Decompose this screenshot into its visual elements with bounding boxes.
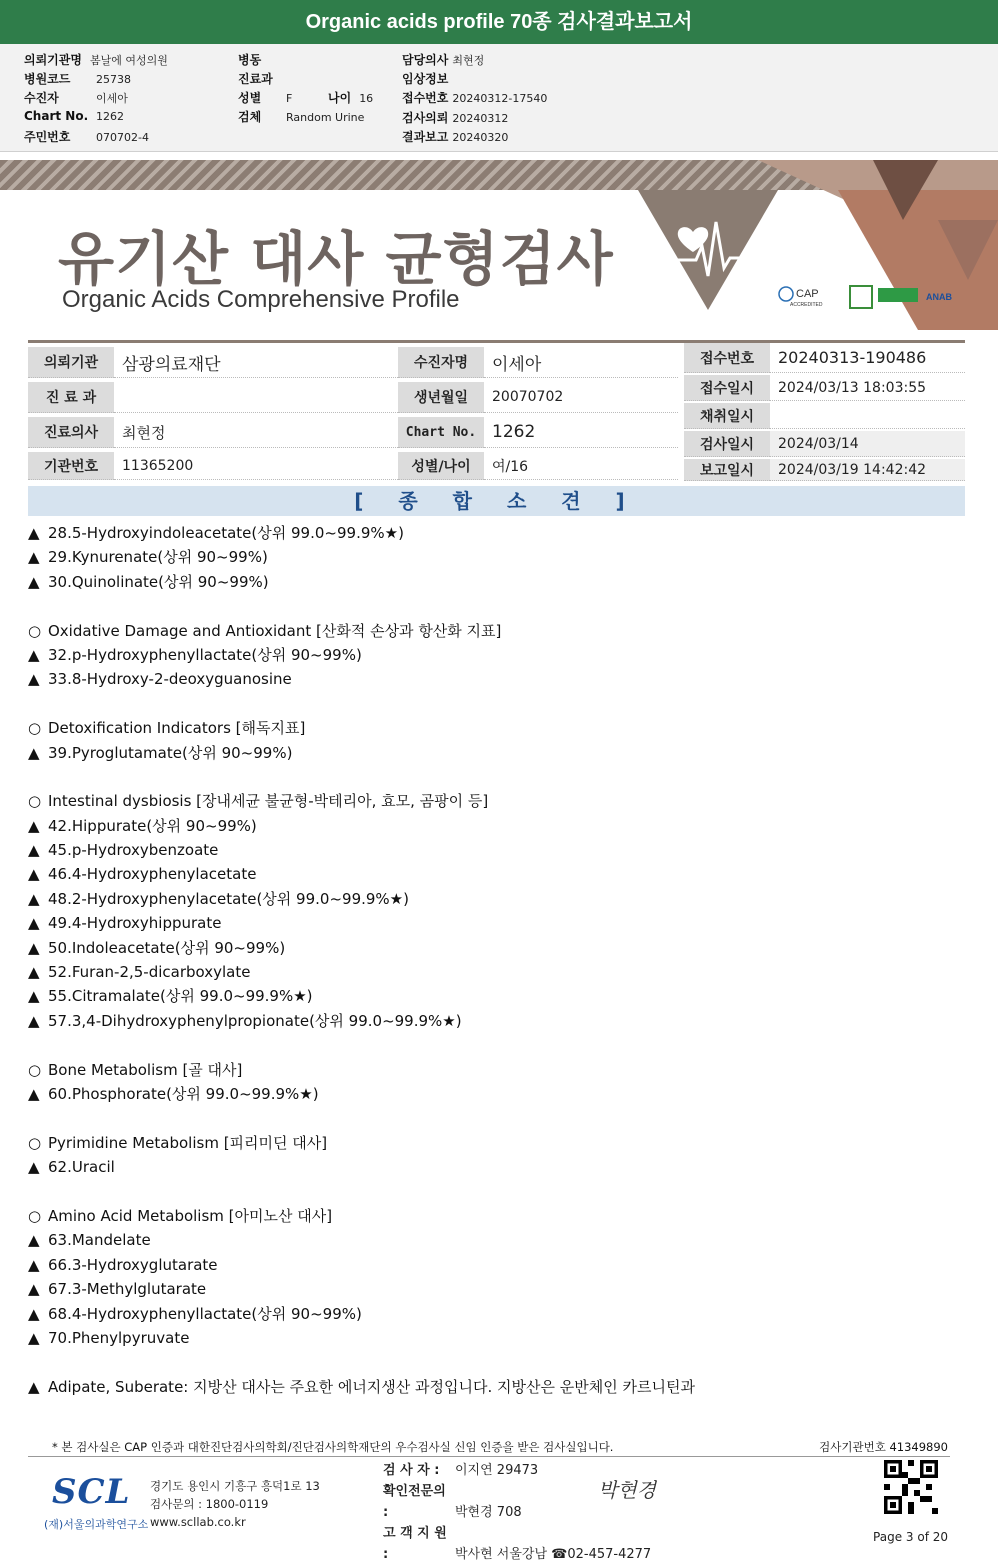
triangle-up-icon: ▲ [28, 841, 40, 860]
finding-item [28, 1009, 968, 1033]
triangle-up-icon: ▲ [28, 1231, 40, 1250]
finding-category [28, 1058, 968, 1082]
lab-address: 경기도 용인시 기흥구 흥덕1로 13 [150, 1479, 320, 1493]
triangle-up-icon: ▲ [28, 1084, 40, 1103]
requesting-org: 의뢰기관명 봄날에 여성의원 [24, 53, 168, 67]
finding-category [28, 1131, 968, 1155]
report-date-label: 보고일시 [684, 459, 770, 481]
finding-item [28, 741, 968, 765]
name-label: 수진자명 [398, 347, 484, 378]
triangle-up-icon: ▲ [28, 987, 40, 1006]
receipt-no-value: 20240313-190486 [770, 343, 965, 373]
triangle-up-icon: ▲ [28, 865, 40, 884]
receipt-no: 접수번호 20240312-17540 [402, 91, 548, 105]
org-label: 의뢰기관 [28, 347, 114, 378]
anab-logo-icon: ANAB [926, 292, 952, 302]
accreditation-note: * 본 검사실은 CAP 인증과 대한진단검사의학회/진단검사의학재단의 우수검사실 신임 인증을 받은 검사실입니다. [52, 1440, 614, 1454]
finding-category [28, 1204, 968, 1228]
doctor-value: 최현정 [114, 417, 398, 448]
finding-spacer [28, 692, 968, 716]
finding-item [28, 1155, 968, 1179]
patient-name: 수진자 이세아 [24, 91, 128, 105]
finding-text: 67.3-Methylglutarate [48, 1280, 207, 1299]
finding-item [28, 936, 968, 960]
finding-item [28, 960, 968, 984]
finding-item [28, 1277, 968, 1301]
dept-value [114, 382, 398, 413]
test-date-value: 2024/03/14 [770, 431, 965, 457]
lab-address-block [150, 1477, 320, 1531]
finding-text: Detoxification Indicators [해독지표] [48, 719, 306, 738]
finding-category [28, 716, 968, 740]
lm-logo-icon [850, 286, 872, 308]
sex: 성별 F [238, 91, 293, 105]
finding-category [28, 619, 968, 643]
finding-text: 63.Mandelate [48, 1231, 151, 1250]
test-banner [0, 160, 998, 330]
lab-website[interactable]: www.scllab.co.kr [150, 1515, 246, 1529]
specimen: 검체 Random Urine [238, 110, 365, 124]
finding-text: 49.4-Hydroxyhippurate [48, 914, 222, 933]
finding-text: 62.Uracil [48, 1158, 115, 1177]
finding-text: Adipate, Suberate: 지방산 대사는 주요한 에너지생산 과정입니다. 지방산은 운반체인 카르니틴과 [48, 1377, 695, 1396]
banner-title-en: Organic Acids Comprehensive Profile [62, 286, 460, 313]
page-number: Page 3 of 20 [873, 1530, 948, 1544]
finding-item [28, 1326, 968, 1350]
triangle-up-icon: ▲ [28, 572, 40, 591]
age: 나이 16 [328, 91, 374, 105]
triangle-up-icon: ▲ [28, 1328, 40, 1347]
finding-text: Pyrimidine Metabolism [피리미딘 대사] [48, 1133, 328, 1152]
circle-marker-icon: ○ [28, 621, 42, 640]
finding-item [28, 1375, 968, 1399]
finding-text: 66.3-Hydroxyglutarate [48, 1255, 218, 1274]
finding-item [28, 1228, 968, 1252]
finding-text: 57.3,4-Dihydroxyphenylpropionate(상위 99.0~99.9%★) [48, 1011, 462, 1030]
patient-info-table [28, 340, 965, 480]
top-info-panel [0, 44, 998, 152]
result-report: 결과보고 20240320 [402, 130, 509, 144]
birth-label: 생년월일 [398, 382, 484, 413]
finding-text: 55.Citramalate(상위 99.0~99.9%★) [48, 987, 313, 1006]
finding-text: 29.Kynurenate(상위 90~99%) [48, 548, 268, 567]
chart-label: Chart No. [398, 417, 484, 448]
cap-logo-sub: ACCREDITED [790, 302, 823, 308]
department: 진료과 [238, 72, 273, 86]
test-request: 검사의뢰 20240312 [402, 111, 509, 125]
banner-illustration [638, 160, 998, 330]
finding-text: 70.Phenylpyruvate [48, 1328, 190, 1347]
triangle-up-icon: ▲ [28, 889, 40, 908]
finding-item [28, 911, 968, 935]
cap-logo-icon [779, 287, 793, 301]
finding-item [28, 1253, 968, 1277]
finding-item [28, 984, 968, 1008]
banner-title-kr: 유기산 대사 균형검사 [58, 225, 614, 293]
finding-spacer [28, 1106, 968, 1130]
finding-text: Amino Acid Metabolism [아미노산 대사] [48, 1206, 333, 1225]
inst-no-value: 11365200 [114, 452, 398, 480]
name-value: 이세아 [484, 347, 678, 378]
qr-code-icon[interactable] [884, 1460, 938, 1514]
signature: 박현경 [598, 1478, 656, 1502]
finding-category [28, 789, 968, 813]
triangle-up-icon: ▲ [28, 963, 40, 982]
triangle-up-icon: ▲ [28, 743, 40, 762]
finding-text: Bone Metabolism [골 대사] [48, 1060, 243, 1079]
org-value: 삼광의료재단 [114, 347, 398, 378]
triangle-up-icon: ▲ [28, 1255, 40, 1274]
finding-item [28, 862, 968, 886]
finding-item [28, 887, 968, 911]
inst-no-label: 기관번호 [28, 452, 114, 480]
circle-marker-icon: ○ [28, 792, 42, 811]
footer-divider [28, 1456, 950, 1457]
finding-text: 32.p-Hydroxyphenyllactate(상위 90~99%) [48, 645, 362, 664]
chart-no: Chart No. 1262 [24, 109, 124, 123]
finding-text: 52.Furan-2,5-dicarboxylate [48, 963, 251, 982]
receipt-no-label: 접수번호 [684, 343, 770, 373]
findings-list [28, 521, 968, 1399]
finding-text: 45.p-Hydroxybenzoate [48, 841, 219, 860]
receipt-date-value: 2024/03/13 18:03:55 [770, 375, 965, 401]
finding-text: 60.Phosphorate(상위 99.0~99.9%★) [48, 1084, 319, 1103]
resident-no: 주민번호 070702-4 [24, 130, 149, 144]
report-date-value: 2024/03/19 14:42:42 [770, 459, 965, 481]
finding-text: Oxidative Damage and Antioxidant [산화적 손상과 항산화 지표] [48, 621, 502, 640]
collect-value [770, 403, 965, 429]
finding-text: 42.Hippurate(상위 90~99%) [48, 816, 257, 835]
finding-item [28, 545, 968, 569]
finding-spacer [28, 1033, 968, 1057]
tester-row: 검 사 자 : 이지연 29473 [383, 1463, 539, 1478]
finding-text: 33.8-Hydroxy-2-deoxyguanosine [48, 670, 292, 689]
triangle-up-icon: ▲ [28, 548, 40, 567]
receipt-date-label: 접수일시 [684, 375, 770, 401]
report-title: Organic acids profile 70종 검사결과보고서 [0, 0, 998, 44]
hospital-code: 병원코드 25738 [24, 72, 131, 86]
finding-text: 39.Pyroglutamate(상위 90~99%) [48, 743, 293, 762]
support-row: 고 객 지 원 : 박사현 서울강남 ☎02-457-4277 [383, 1526, 652, 1562]
collect-label: 채취일시 [684, 403, 770, 429]
test-date-label: 검사일시 [684, 431, 770, 457]
attending-doctor: 담당의사 최현정 [402, 53, 485, 67]
triangle-up-icon: ▲ [28, 938, 40, 957]
triangle-up-icon: ▲ [28, 524, 40, 542]
finding-item [28, 643, 968, 667]
finding-text: 30.Quinolinate(상위 90~99%) [48, 572, 269, 591]
finding-item [28, 521, 968, 545]
triangle-up-icon: ▲ [28, 1158, 40, 1177]
lab-id: 검사기관번호 41349890 [819, 1440, 948, 1454]
circle-marker-icon: ○ [28, 719, 42, 738]
confirmer-row: 확인전문의 : 박현경 708 [383, 1484, 522, 1520]
finding-item [28, 667, 968, 691]
scl-logo-subtitle: (재)서울의과학연구소 [44, 1518, 149, 1531]
circle-marker-icon: ○ [28, 1133, 42, 1152]
finding-text: Intestinal dysbiosis [장내세균 불균형-박테리아, 효모, 곰팡이 등] [48, 792, 489, 811]
finding-text: 28.5-Hydroxyindoleacetate(상위 99.0~99.9%★) [48, 524, 404, 542]
finding-item [28, 570, 968, 594]
triangle-up-icon: ▲ [28, 645, 40, 664]
finding-spacer [28, 765, 968, 789]
sexage-label: 성별/나이 [398, 452, 484, 480]
triangle-up-icon: ▲ [28, 914, 40, 933]
finding-item [28, 838, 968, 862]
stethoscope-icon [810, 218, 850, 250]
triangle-up-icon: ▲ [28, 670, 40, 689]
triangle-up-icon: ▲ [28, 816, 40, 835]
ward: 병동 [238, 53, 262, 67]
finding-item [28, 814, 968, 838]
cap-logo-text: CAP [796, 288, 819, 300]
finding-text: 68.4-Hydroxyphenyllactate(상위 90~99%) [48, 1304, 362, 1323]
triangle-up-icon: ▲ [28, 1280, 40, 1299]
doctor-label: 진료의사 [28, 417, 114, 448]
circle-marker-icon: ○ [28, 1206, 42, 1225]
sexage-value: 여/16 [484, 452, 678, 480]
triangle-up-icon: ▲ [28, 1304, 40, 1323]
triangle-up-icon: ▲ [28, 1377, 40, 1396]
dept-label: 진 료 과 [28, 382, 114, 413]
chart-value: 1262 [484, 417, 678, 448]
finding-item [28, 1082, 968, 1106]
finding-spacer [28, 594, 968, 618]
finding-spacer [28, 1180, 968, 1204]
lab-inquiry: 검사문의 : 1800-0119 [150, 1497, 269, 1511]
summary-header: [ 종 합 소 견 ] [28, 486, 965, 516]
finding-text: 48.2-Hydroxyphenylacetate(상위 99.0~99.9%★) [48, 889, 409, 908]
finding-spacer [28, 1350, 968, 1374]
circle-marker-icon: ○ [28, 1060, 42, 1079]
finding-text: 46.4-Hydroxyphenylacetate [48, 865, 257, 884]
finding-item [28, 1302, 968, 1326]
triangle-left-shape [638, 190, 778, 310]
birth-value: 20070702 [484, 382, 678, 413]
clinical-info: 임상정보 [402, 72, 449, 86]
scl-logo: SCL [52, 1472, 131, 1512]
green-cert-logo-icon [878, 288, 918, 302]
triangle-up-icon: ▲ [28, 1011, 40, 1030]
finding-text: 50.Indoleacetate(상위 90~99%) [48, 938, 286, 957]
